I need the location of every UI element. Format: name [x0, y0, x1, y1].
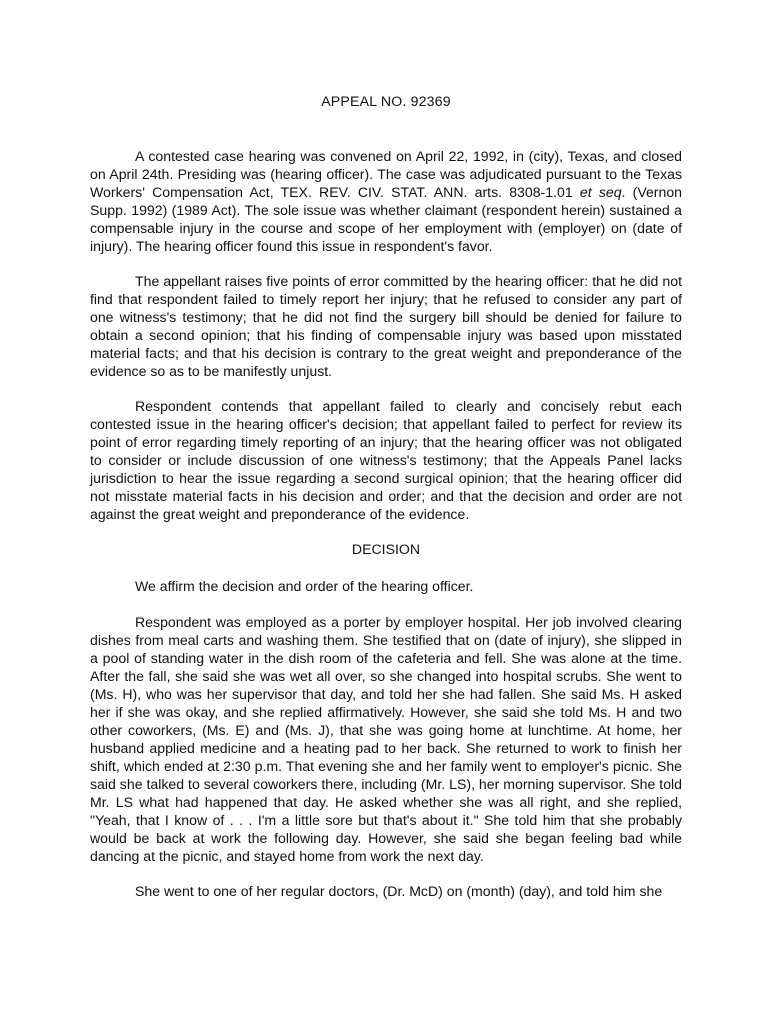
paragraph-text [592, 184, 599, 200]
paragraph-affirm: We affirm the decision and order of the hearing officer. [135, 578, 474, 594]
paragraph-doctor-visit: She went to one of her regular doctors, (Dr. McD) on (month) (day), and told him she [135, 883, 663, 899]
citation-italic-et: et [579, 184, 592, 200]
document-page [90, 92, 682, 900]
citation-italic-seq: seq [598, 184, 622, 200]
paragraph-facts: Respondent was employed as a porter by employer hospital. Her job involved clearing dishes from meal carts and washing them. She testified that on (date of injury), she slipped in a pool of standing water in the dish room of the cafeteria and fell. She was alone at the time. After the fall, she said she was wet all over, so she changed into hospital scrubs. She went to (Ms. H), who was her supervisor that day, and told her she had fallen. She said Ms. H asked her if she was okay, and she replied affirmatively. However, she said she told Ms. H and two other coworkers, (Ms. E) and (Ms. J), that she was going home at lunchtime. At home, her husband applied medicine and a heating pad to her back. She returned to work to finish her shift, which ended at 2:30 p.m. That evening she and her family went to employer's picnic. She said she talked to several coworkers there, including (Mr. LS), her morning supervisor. She told Mr. LS what had happened that day. He asked whether she was all right, and she replied, "Yeah, that I know of . . . I'm a little sore but that's about it." She told him that she probably would be back at work the following day. However, she said she began feeling bad while dancing at the picnic, and stayed home from work the next day. [90, 614, 682, 864]
decision-heading: DECISION [351, 541, 421, 557]
paragraph-respondent-contentions: Respondent contends that appellant failed to clearly and concisely rebut each contested issue in the hearing officer's decision; that appellant failed to perfect for review its point of error regarding timely reporting of an injury; that the hearing officer was not obligated to consider or include discussion of one witness's testimony; that the Appeals Panel lacks jurisdiction to hear the issue regarding a second surgical opinion; that the hearing officer did not misstate material facts in his decision and order; and that the decision and order are not against the great weight and preponderance of the evidence. [90, 398, 682, 522]
paragraph-text: . (Vernon Supp. 1992) (1989 Act). The sole issue was whether claimant (respondent herein) sustained a compensable injury in the course and scope of her employment with (employer) on (date of injury). The hearing officer found this issue in respondent's favor. [90, 184, 682, 254]
paragraph-text: A contested case hearing was convened on April 22, 1992, in (city), Texas, and closed on April 24th. Presiding was (hearing officer). The case was adjudicated pursuant to the Texas Workers' Compensation Act, TEX. REV. CIV. STAT. ANN. arts. 8308-1.01 [90, 148, 682, 200]
paragraph-hearing-summary [90, 147, 682, 255]
paragraph-appellant-points: The appellant raises five points of error committed by the hearing officer: that he did not find that respondent failed to timely report her injury; that he refused to consider any part of one witness's testimony; that he did not find the surgery bill should be denied for failure to obtain a second opinion; that his finding of compensable injury was based upon misstated material facts; and that his decision is contrary to the great weight and preponderance of the evidence so as to be manifestly unjust. [90, 273, 682, 379]
document-title: APPEAL NO. 92369 [321, 93, 451, 109]
